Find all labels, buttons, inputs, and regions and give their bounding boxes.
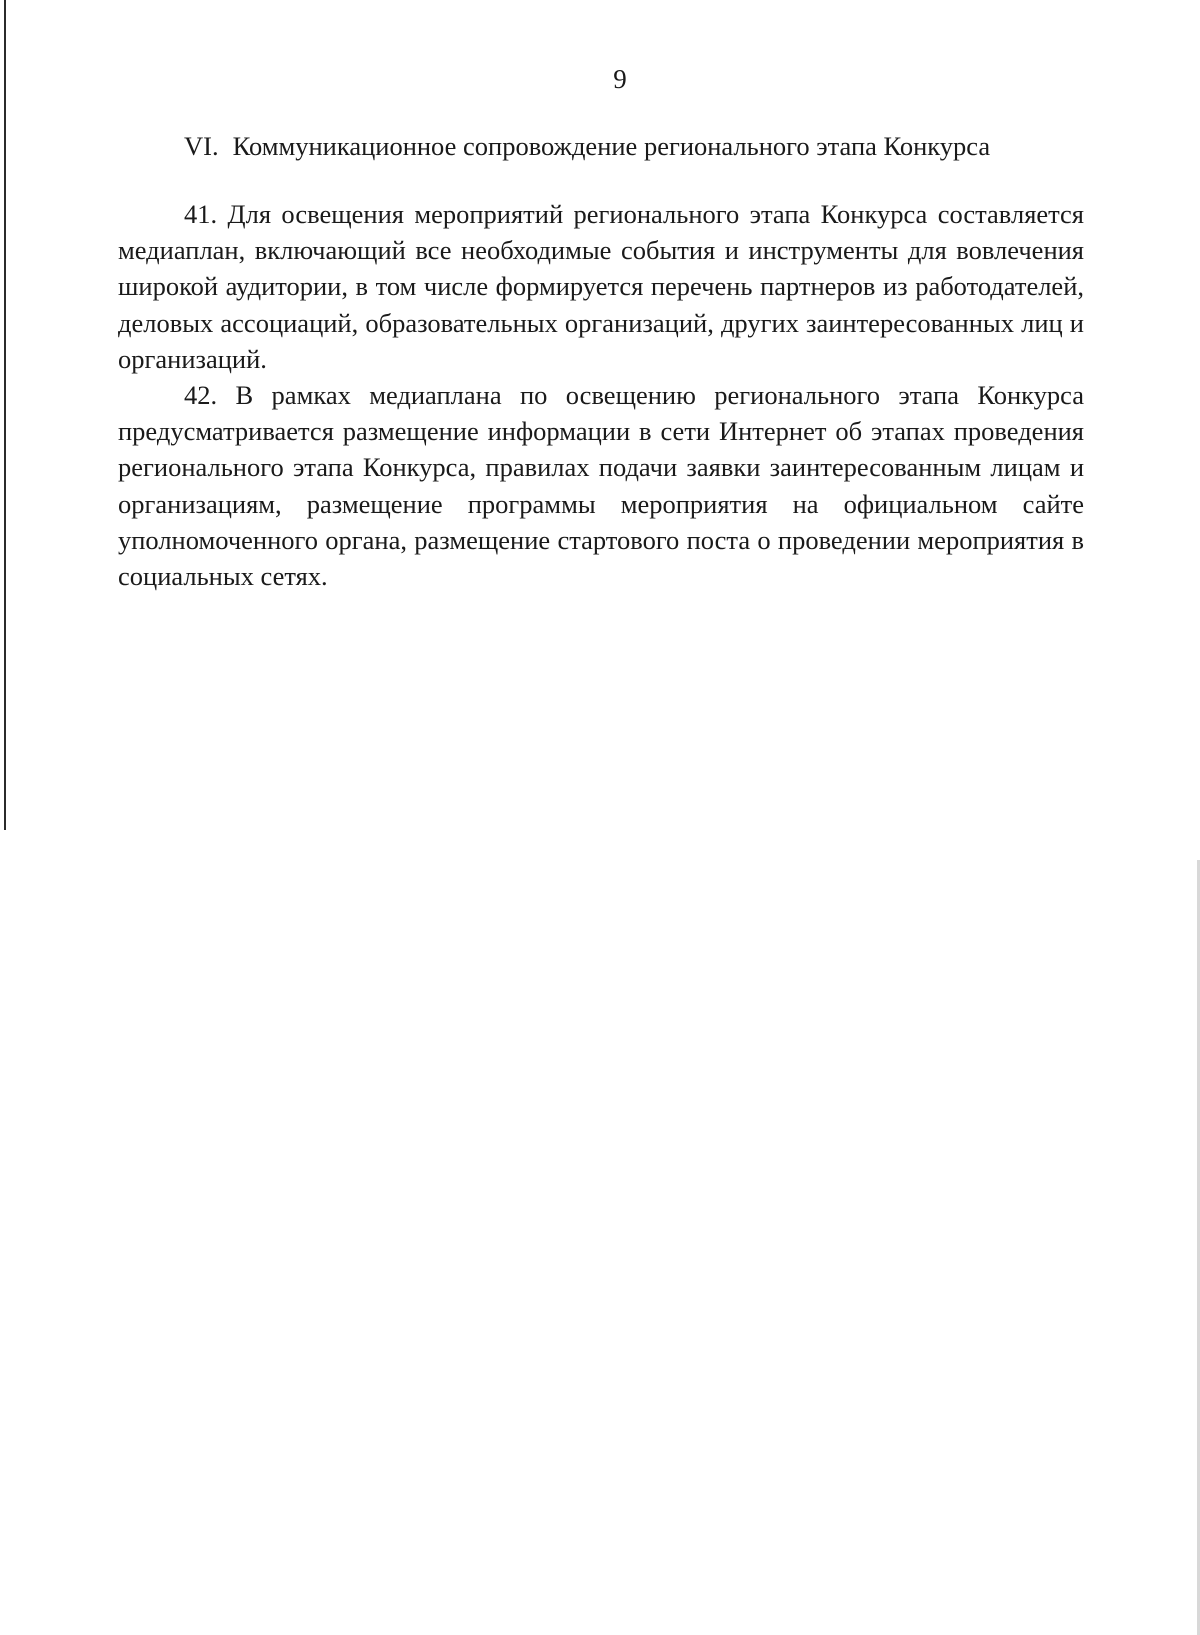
paragraph-42: 42. В рамках медиаплана по освещению регионального этапа Конкурса предусматривается размещение информации в сети Интернет об этапах проведения регионального этапа Конкурса, правилах подачи заявки заинтересованным лицам и организациям, размещение программы мероприятия на официальном сайте уполномоченного органа, размещение стартового поста о проведении мероприятия в социальных сетях. — [118, 380, 1084, 592]
body-text — [118, 196, 1084, 594]
page-number: 9 — [613, 64, 627, 94]
paragraph-41: 41. Для освещения мероприятий регионального этапа Конкурса составляется медиаплан, включающий все необходимые события и инструменты для вовлечения широкой аудитории, в том числе формируется перечень партнеров из работодателей, деловых ассоциаций, образовательных организаций, других заинтересованных лиц и организаций. — [118, 199, 1084, 374]
section-heading — [184, 128, 990, 164]
section-title: Коммуникационное сопровождение регионального этапа Конкурса — [232, 131, 991, 161]
section-number: VI. — [184, 131, 219, 161]
scan-edge-left — [0, 0, 10, 830]
